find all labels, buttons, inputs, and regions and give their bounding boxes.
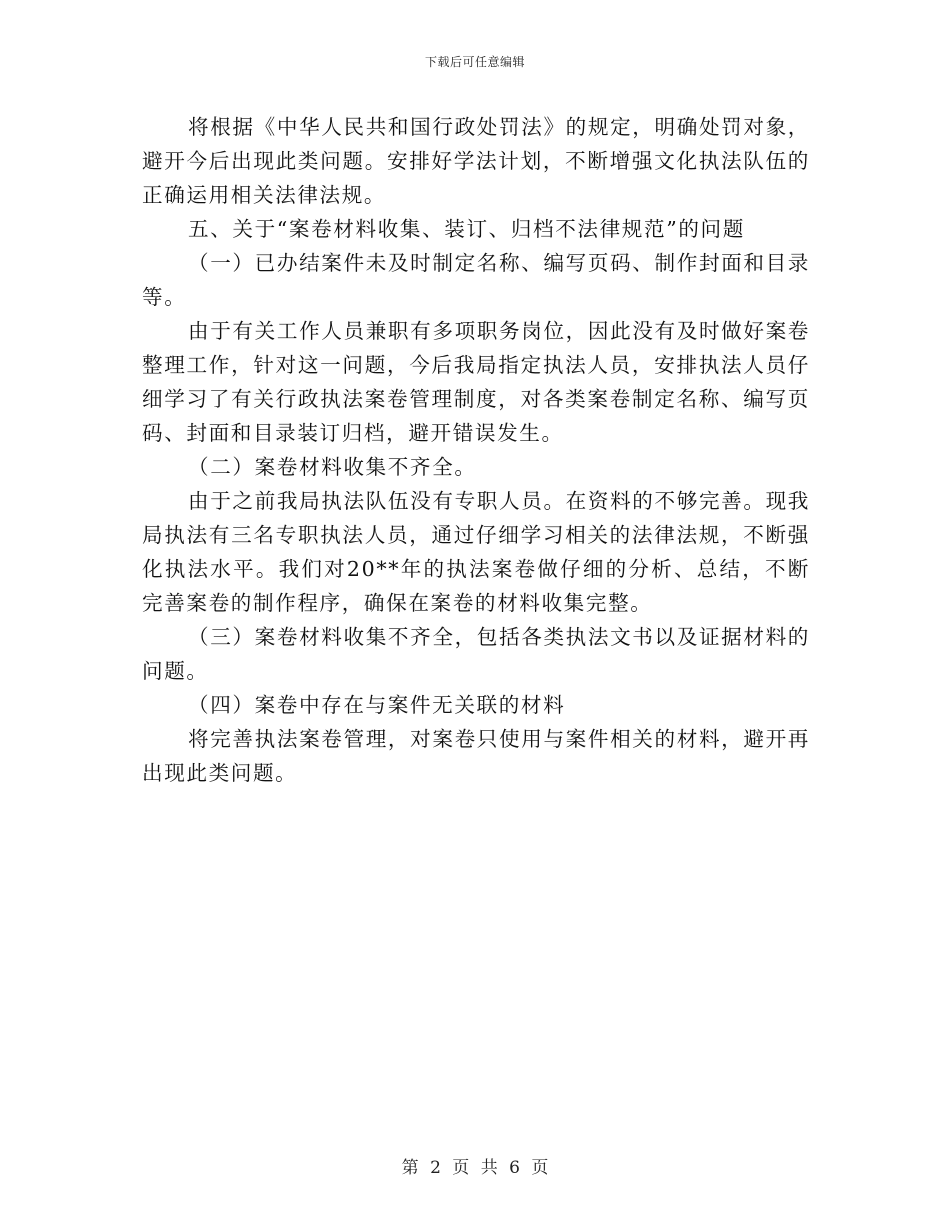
subsection-heading: （一）已办结案件未及时制定名称、编写页码、制作封面和目录等。 xyxy=(142,251,810,309)
paragraph: 将完善执法案卷管理，对案卷只使用与案件相关的材料，避开再出现此类问题。 xyxy=(142,727,810,785)
section-heading: 五、关于“案卷材料收集、装订、归档不法律规范”的问题 xyxy=(188,217,745,241)
document-body xyxy=(142,110,810,790)
subsection-heading: （四）案卷中存在与案件无关联的材料 xyxy=(188,693,566,717)
page-header: 下载后可任意编辑 xyxy=(424,55,525,69)
paragraph: 由于有关工作人员兼职有多项职务岗位，因此没有及时做好案卷整理工作，针对这一问题，今后我局指定执法人员，安排执法人员仔细学习了有关行政执法案卷管理制度，对各类案卷制定名称、编写页码、封面和目录装订归档，避开错误发生。 xyxy=(142,319,810,445)
subsection-heading: （三）案卷材料收集不齐全，包括各类执法文书以及证据材料的问题。 xyxy=(142,625,810,683)
paragraph: 由于之前我局执法队伍没有专职人员。在资料的不够完善。现我局执法有三名专职执法人员，通过仔细学习相关的法律法规，不断强化执法水平。我们对20**年的执法案卷做仔细的分析、总结，不断完善案卷的制作程序，确保在案卷的材料收集完整。 xyxy=(142,489,810,615)
page-number: 第 2 页 共 6 页 xyxy=(401,1158,549,1178)
paragraph: 将根据《中华人民共和国行政处罚法》的规定，明确处罚对象，避开今后出现此类问题。安排好学法计划，不断增强文化执法队伍的正确运用相关法律法规。 xyxy=(142,115,810,207)
subsection-heading: （二）案卷材料收集不齐全。 xyxy=(188,455,477,479)
